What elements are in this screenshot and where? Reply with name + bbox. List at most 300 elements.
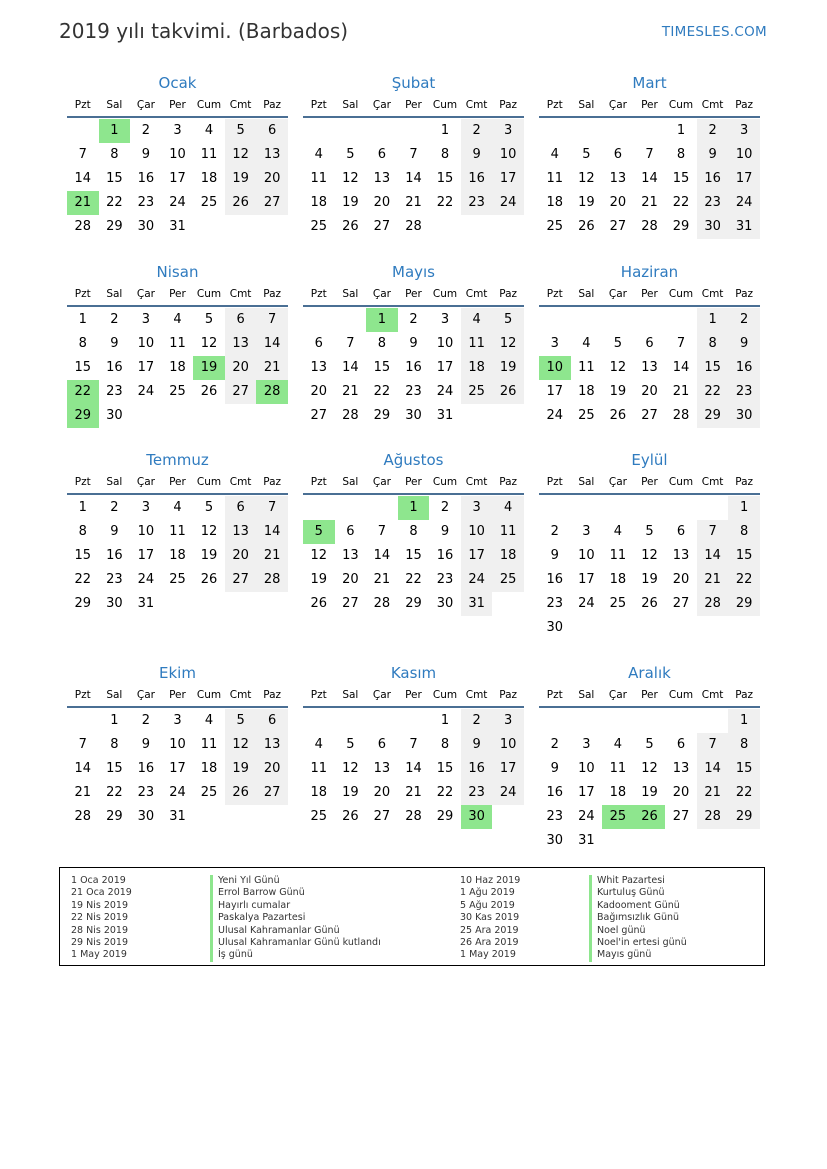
day-cell: 5 <box>204 312 214 327</box>
day-cell: 31 <box>436 408 454 423</box>
day-cell: 13 <box>256 143 288 167</box>
day-cell: 21 <box>405 785 422 800</box>
day-cell: 9 <box>409 336 418 351</box>
day-cell: 27 <box>225 380 257 404</box>
day-cell: 22 <box>106 785 123 800</box>
day-cell: 12 <box>200 524 218 539</box>
day-cell: 10 <box>461 520 493 544</box>
weekday-header <box>303 684 524 708</box>
weekday-label: Çar <box>608 99 627 111</box>
day-cell: 4 <box>314 147 323 162</box>
day-cell: 29 <box>436 809 454 824</box>
day-cell: 6 <box>676 737 686 752</box>
empty-day-cell <box>602 496 634 520</box>
day-grid <box>539 495 760 640</box>
legend-date: 1 Ağu 2019 <box>460 887 515 899</box>
day-cell: 27 <box>609 219 627 234</box>
day-cell: 19 <box>492 356 524 380</box>
empty-day-cell <box>366 119 398 143</box>
day-cell: 4 <box>204 713 214 728</box>
day-cell: 19 <box>342 785 359 800</box>
day-cell: 8 <box>440 147 450 162</box>
day-cell: 4 <box>173 312 182 327</box>
legend-holiday-name: Kadooment Günü <box>589 900 687 912</box>
day-cell: 16 <box>461 757 493 781</box>
weekday-label: Paz <box>263 476 282 488</box>
day-cell: 22 <box>697 380 729 404</box>
weekday-label: Cmt <box>465 288 488 300</box>
day-cell: 13 <box>672 548 690 563</box>
day-cell: 8 <box>377 336 387 351</box>
day-cell: 22 <box>436 195 454 210</box>
day-cell: 15 <box>672 171 690 186</box>
brand-link[interactable]: TIMESLES.COM <box>661 24 767 40</box>
weekday-label: Paz <box>499 288 518 300</box>
holiday-day-cell: 1 <box>366 308 398 332</box>
weekday-label: Pzt <box>310 476 327 488</box>
day-cell: 1 <box>440 713 450 728</box>
day-cell: 14 <box>672 360 690 375</box>
day-cell: 30 <box>546 620 564 635</box>
day-cell: 26 <box>609 408 627 423</box>
month-6 <box>539 261 760 428</box>
day-cell: 20 <box>256 757 288 781</box>
day-cell: 5 <box>582 147 591 162</box>
weekday-label: Per <box>405 689 422 701</box>
month-12 <box>539 662 760 853</box>
legend-names-left <box>210 875 381 962</box>
empty-day-cell <box>335 119 367 143</box>
day-cell: 7 <box>256 496 288 520</box>
legend-date: 29 Nis 2019 <box>71 936 128 948</box>
weekday-label: Cum <box>432 99 458 111</box>
day-cell: 30 <box>137 809 155 824</box>
month-9 <box>539 449 760 640</box>
holiday-day-cell: 28 <box>256 380 288 404</box>
weekday-label: Paz <box>735 476 754 488</box>
day-cell: 8 <box>110 737 119 752</box>
day-cell: 16 <box>405 360 422 375</box>
day-cell: 23 <box>106 572 123 587</box>
day-cell: 22 <box>405 572 422 587</box>
weekday-header <box>303 94 524 118</box>
day-cell: 18 <box>169 548 186 563</box>
day-grid <box>539 118 760 239</box>
weekday-label: Per <box>641 99 658 111</box>
weekday-label: Çar <box>372 288 391 300</box>
day-cell: 12 <box>641 761 658 776</box>
day-cell: 1 <box>697 308 729 332</box>
day-cell: 3 <box>582 524 591 539</box>
day-cell: 10 <box>169 737 186 752</box>
month-name: Temmuz <box>146 451 209 469</box>
weekday-label: Çar <box>136 288 155 300</box>
day-cell: 11 <box>310 171 328 186</box>
day-cell: 25 <box>200 195 218 210</box>
day-cell: 27 <box>225 568 257 592</box>
day-cell: 2 <box>728 308 760 332</box>
weekday-label: Pzt <box>74 689 91 701</box>
weekday-label: Paz <box>499 476 518 488</box>
day-cell: 11 <box>578 360 595 375</box>
weekday-label: Pzt <box>74 99 91 111</box>
day-cell: 12 <box>342 171 359 186</box>
day-cell: 24 <box>169 785 186 800</box>
day-cell: 26 <box>200 572 218 587</box>
weekday-label: Cmt <box>229 99 252 111</box>
day-cell: 3 <box>728 119 760 143</box>
empty-day-cell <box>303 308 335 332</box>
day-cell: 18 <box>461 356 493 380</box>
day-cell: 24 <box>492 191 524 215</box>
day-cell: 3 <box>173 713 182 728</box>
day-cell: 19 <box>578 195 595 210</box>
day-cell: 18 <box>546 195 564 210</box>
day-cell: 27 <box>310 408 328 423</box>
day-cell: 18 <box>200 761 218 776</box>
weekday-label: Paz <box>735 288 754 300</box>
day-cell: 22 <box>728 781 760 805</box>
month-10 <box>67 662 288 829</box>
weekday-label: Per <box>641 689 658 701</box>
day-cell: 13 <box>342 548 359 563</box>
month-4 <box>67 261 288 428</box>
day-cell: 12 <box>342 761 359 776</box>
day-cell: 29 <box>728 592 760 616</box>
legend-date: 28 Nis 2019 <box>71 924 128 936</box>
holiday-day-cell: 19 <box>193 356 225 380</box>
day-cell: 22 <box>74 572 92 587</box>
day-cell: 21 <box>672 384 690 399</box>
day-cell: 16 <box>697 167 729 191</box>
day-cell: 28 <box>74 809 92 824</box>
day-cell: 10 <box>137 524 155 539</box>
day-cell: 27 <box>256 191 288 215</box>
day-cell: 19 <box>225 167 257 191</box>
day-cell: 17 <box>137 548 155 563</box>
day-cell: 24 <box>436 384 454 399</box>
day-cell: 21 <box>405 195 422 210</box>
day-cell: 23 <box>697 191 729 215</box>
day-cell: 13 <box>641 360 658 375</box>
weekday-label: Cum <box>668 288 694 300</box>
holiday-day-cell: 22 <box>67 380 99 404</box>
day-cell: 24 <box>546 408 564 423</box>
empty-day-cell <box>539 308 571 332</box>
day-cell: 5 <box>613 336 623 351</box>
empty-day-cell <box>665 709 697 733</box>
weekday-label: Çar <box>372 99 391 111</box>
day-cell: 5 <box>346 147 355 162</box>
day-cell: 25 <box>310 809 328 824</box>
day-cell: 28 <box>405 809 422 824</box>
empty-day-cell <box>697 496 729 520</box>
weekday-label: Per <box>641 288 658 300</box>
day-cell: 2 <box>550 524 559 539</box>
empty-day-cell <box>67 709 99 733</box>
day-cell: 6 <box>377 147 387 162</box>
legend-date: 19 Nis 2019 <box>71 899 128 911</box>
day-cell: 6 <box>346 524 355 539</box>
day-cell: 18 <box>169 360 186 375</box>
day-cell: 12 <box>225 733 257 757</box>
day-cell: 14 <box>697 544 729 568</box>
day-cell: 28 <box>256 568 288 592</box>
day-cell: 27 <box>373 809 391 824</box>
day-cell: 4 <box>550 147 559 162</box>
weekday-label: Çar <box>136 476 155 488</box>
legend-date: 22 Nis 2019 <box>71 912 128 924</box>
day-cell: 16 <box>106 360 123 375</box>
empty-day-cell <box>634 709 666 733</box>
day-cell: 16 <box>106 548 123 563</box>
day-cell: 30 <box>137 219 155 234</box>
day-cell: 1 <box>676 123 686 138</box>
month-1 <box>67 72 288 239</box>
weekday-header <box>303 471 524 495</box>
day-cell: 7 <box>409 147 418 162</box>
day-cell: 28 <box>697 592 729 616</box>
day-cell: 24 <box>578 596 595 611</box>
weekday-label: Pzt <box>310 288 327 300</box>
day-cell: 17 <box>169 761 186 776</box>
day-cell: 27 <box>641 408 658 423</box>
weekday-label: Pzt <box>546 99 563 111</box>
day-cell: 23 <box>546 596 564 611</box>
day-cell: 29 <box>74 596 92 611</box>
weekday-label: Sal <box>342 689 359 701</box>
day-cell: 19 <box>310 572 328 587</box>
day-cell: 28 <box>373 596 391 611</box>
day-cell: 11 <box>169 524 186 539</box>
day-cell: 26 <box>578 219 595 234</box>
day-cell: 22 <box>106 195 123 210</box>
day-cell: 19 <box>225 757 257 781</box>
day-cell: 28 <box>697 805 729 829</box>
day-cell: 1 <box>78 312 87 327</box>
day-cell: 8 <box>409 524 418 539</box>
month-name: Ağustos <box>383 451 444 469</box>
legend-holiday-name: Whit Pazartesi <box>589 875 687 887</box>
day-cell: 12 <box>310 548 328 563</box>
weekday-label: Cmt <box>229 476 252 488</box>
day-cell: 23 <box>461 191 493 215</box>
day-cell: 29 <box>697 404 729 428</box>
legend-holiday-name: Ulusal Kahramanlar Günü <box>210 925 381 937</box>
day-cell: 16 <box>436 548 454 563</box>
weekday-label: Paz <box>499 99 518 111</box>
month-name: Mayıs <box>392 263 435 281</box>
day-cell: 26 <box>342 809 359 824</box>
day-cell: 11 <box>609 548 627 563</box>
day-cell: 18 <box>609 785 627 800</box>
day-cell: 25 <box>609 596 627 611</box>
weekday-label: Cmt <box>701 99 724 111</box>
weekday-label: Pzt <box>546 288 563 300</box>
day-cell: 2 <box>550 737 559 752</box>
month-11 <box>303 662 524 829</box>
weekday-label: Çar <box>608 288 627 300</box>
day-cell: 1 <box>440 123 450 138</box>
day-cell: 20 <box>225 544 257 568</box>
day-cell: 28 <box>342 408 359 423</box>
weekday-label: Pzt <box>546 689 563 701</box>
day-cell: 29 <box>106 809 123 824</box>
day-cell: 26 <box>200 384 218 399</box>
month-8 <box>303 449 524 616</box>
day-cell: 18 <box>200 171 218 186</box>
empty-day-cell <box>634 308 666 332</box>
day-grid <box>67 708 288 829</box>
day-cell: 3 <box>141 500 151 515</box>
day-cell: 23 <box>436 572 454 587</box>
day-cell: 30 <box>106 596 123 611</box>
day-cell: 21 <box>256 544 288 568</box>
day-cell: 11 <box>546 171 564 186</box>
day-cell: 15 <box>728 544 760 568</box>
weekday-label: Per <box>169 689 186 701</box>
day-cell: 31 <box>169 809 186 824</box>
page-title: 2019 yılı takvimi. (Barbados) <box>59 19 349 43</box>
day-cell: 31 <box>461 592 493 616</box>
day-cell: 27 <box>672 809 690 824</box>
day-cell: 13 <box>373 171 391 186</box>
day-cell: 15 <box>106 171 123 186</box>
day-grid <box>303 307 524 428</box>
day-grid <box>303 495 524 616</box>
day-cell: 12 <box>225 143 257 167</box>
day-cell: 6 <box>314 336 323 351</box>
day-cell: 21 <box>373 572 391 587</box>
weekday-label: Cmt <box>229 288 252 300</box>
day-cell: 17 <box>546 384 564 399</box>
legend-holiday-name: Noel günü <box>589 925 687 937</box>
day-cell: 11 <box>310 761 328 776</box>
day-cell: 14 <box>405 171 422 186</box>
day-cell: 11 <box>609 761 627 776</box>
day-cell: 25 <box>169 572 186 587</box>
day-cell: 2 <box>409 312 418 327</box>
day-cell: 20 <box>672 785 690 800</box>
day-cell: 7 <box>346 336 355 351</box>
day-cell: 13 <box>310 360 328 375</box>
day-cell: 23 <box>106 384 123 399</box>
day-cell: 5 <box>204 500 214 515</box>
day-cell: 16 <box>546 785 564 800</box>
day-cell: 20 <box>641 384 658 399</box>
legend-holiday-name: Kurtuluş Günü <box>589 887 687 899</box>
day-cell: 17 <box>728 167 760 191</box>
month-name: Mart <box>632 74 667 92</box>
day-cell: 2 <box>141 713 151 728</box>
day-cell: 8 <box>78 336 87 351</box>
legend-date: 1 May 2019 <box>460 949 516 961</box>
legend-dates-right <box>460 875 520 962</box>
day-cell: 13 <box>672 761 690 776</box>
day-cell: 25 <box>310 219 328 234</box>
weekday-label: Paz <box>735 689 754 701</box>
day-cell: 18 <box>310 195 328 210</box>
weekday-label: Sal <box>106 689 123 701</box>
empty-day-cell <box>634 119 666 143</box>
day-cell: 28 <box>672 408 690 423</box>
day-grid <box>303 708 524 829</box>
weekday-label: Sal <box>106 288 123 300</box>
empty-day-cell <box>366 496 398 520</box>
day-cell: 25 <box>200 785 218 800</box>
day-cell: 13 <box>373 761 391 776</box>
day-cell: 19 <box>641 785 658 800</box>
weekday-label: Cmt <box>701 476 724 488</box>
day-cell: 24 <box>461 568 493 592</box>
day-cell: 13 <box>256 733 288 757</box>
day-cell: 6 <box>256 709 288 733</box>
day-cell: 21 <box>697 781 729 805</box>
month-2 <box>303 72 524 239</box>
month-name: Haziran <box>620 263 679 281</box>
empty-day-cell <box>539 709 571 733</box>
month-name: Ocak <box>158 74 197 92</box>
day-cell: 11 <box>169 336 186 351</box>
weekday-header <box>539 94 760 118</box>
day-cell: 15 <box>728 757 760 781</box>
day-cell: 13 <box>225 520 257 544</box>
day-cell: 12 <box>641 548 658 563</box>
day-cell: 9 <box>550 761 559 776</box>
day-cell: 10 <box>578 761 595 776</box>
weekday-label: Çar <box>136 99 155 111</box>
day-cell: 15 <box>74 548 92 563</box>
day-cell: 20 <box>342 572 359 587</box>
day-cell: 30 <box>436 596 454 611</box>
day-cell: 4 <box>173 500 182 515</box>
day-cell: 19 <box>641 572 658 587</box>
day-cell: 10 <box>578 548 595 563</box>
day-cell: 22 <box>373 384 391 399</box>
weekday-label: Cum <box>668 689 694 701</box>
holiday-day-cell: 25 <box>602 805 634 829</box>
day-cell: 14 <box>697 757 729 781</box>
day-cell: 8 <box>697 332 729 356</box>
weekday-label: Cmt <box>229 689 252 701</box>
day-cell: 28 <box>74 219 92 234</box>
weekday-label: Per <box>169 288 186 300</box>
month-name: Şubat <box>391 74 436 92</box>
day-cell: 1 <box>728 496 760 520</box>
day-cell: 9 <box>461 733 493 757</box>
day-cell: 3 <box>461 496 493 520</box>
legend-holiday-name: Bağımsızlık Günü <box>589 912 687 924</box>
day-grid <box>539 708 760 853</box>
day-cell: 28 <box>641 219 658 234</box>
day-cell: 19 <box>609 384 627 399</box>
legend-date: 1 Oca 2019 <box>71 875 126 886</box>
day-cell: 23 <box>405 384 422 399</box>
day-cell: 23 <box>461 781 493 805</box>
day-cell: 25 <box>578 408 595 423</box>
holiday-day-cell: 1 <box>398 496 430 520</box>
day-cell: 29 <box>405 596 422 611</box>
day-cell: 2 <box>461 709 493 733</box>
day-cell: 5 <box>225 709 257 733</box>
weekday-header <box>539 471 760 495</box>
weekday-label: Pzt <box>74 476 91 488</box>
weekday-header <box>303 283 524 307</box>
weekday-label: Pzt <box>546 476 563 488</box>
weekday-label: Cmt <box>465 99 488 111</box>
day-cell: 5 <box>645 524 654 539</box>
day-cell: 23 <box>546 809 564 824</box>
